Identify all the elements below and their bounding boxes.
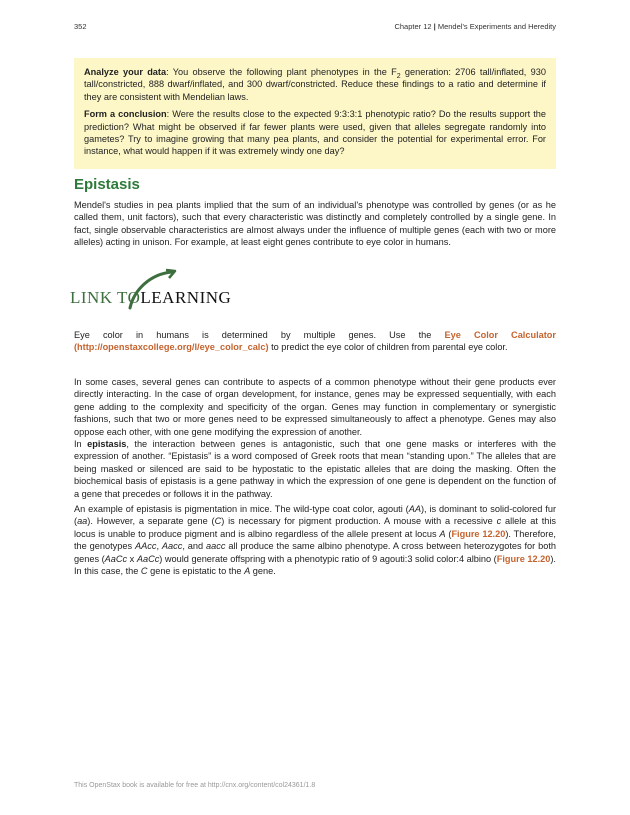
conclusion-paragraph: [84, 108, 546, 158]
analyze-text-cont: generation: 2706 tall/inflated, 930 tall/constricted, 888 dwarf/inflated, and 300 dwarf/constricted. Reduce these findings to a ratio and determine if they are consistent with Mendelian laws.: [84, 67, 546, 102]
section-heading: Epistasis: [74, 176, 140, 193]
separator: |: [433, 22, 436, 31]
gene-symbol: C: [140, 566, 148, 577]
eye-color-calculator-link[interactable]: Eye Color Calculator (http://openstaxcollege.org/l/eye_color_calc): [74, 330, 556, 353]
link-text-cont: to predict the eye color of children from parental eye color.: [268, 342, 508, 353]
exercise-box: [74, 58, 556, 169]
link-paragraph: [74, 329, 556, 354]
f2-subscript: 2: [396, 72, 401, 80]
some-cases-paragraph: In some cases, several genes can contribute to aspects of a common phenotype without their gene products ever directly interacting. In the case of organ development, for instance, genes may be expressed sequentially, with each gene adding to the complexity and specificity of the organ. Genes may function in complementary or synergistic fashions, such that two or more genes need to be expressed simultaneously to affect a phenotype. Genes may also oppose each other, with one gene modifying the expression of another.: [74, 377, 556, 437]
analyze-text: : You observe the following plant phenotypes in the F: [166, 67, 397, 77]
ex-text: , and: [182, 541, 207, 552]
genotype: AaCc: [136, 553, 160, 564]
ex-text: ). In this case, the: [74, 553, 556, 577]
ex-text: x: [127, 553, 137, 564]
ex-text: ). Therefore, the genotypes: [74, 528, 556, 552]
analyze-paragraph: [84, 66, 546, 103]
figure-link[interactable]: Figure 12.20: [451, 528, 506, 539]
intro-paragraph: Mendel's studies in pea plants implied that the sum of an individual's phenotype was controlled by genes (or as he called them, unit factors), such that every characteristic was distinctly and completely controlled by a single gene. In fact, single observable characteristics are almost always under the influence of multiple genes (each with two or more alleles) acting in unison. For example, at least eight genes contribute to eye color in humans.: [74, 200, 556, 248]
figure-link[interactable]: Figure 12.20: [496, 553, 551, 564]
gene-symbol: C: [214, 516, 222, 527]
logo-link-text: LINK TO: [70, 288, 141, 307]
page-footer: This OpenStax book is available for free at http://cnx.org/content/col24361/1.8: [74, 782, 316, 789]
genotype: AaCc: [104, 553, 128, 564]
ex-text: ) is necessary for pigment production. A mouse with a recessive: [221, 516, 497, 527]
link-to-learning-logo: [70, 266, 240, 314]
conclusion-text: : Were the results close to the expected 9:3:3:1 phenotypic ratio? Do the results support the prediction? What might be observed if far fewer plants were used, given that alleles segregate randomly into gametes? Try to imagine growing that many pea plants, and consider the potential for experimental error. For instance, what would happen if it was extremely windy one day?: [84, 109, 546, 157]
genotype: AA: [408, 504, 421, 514]
link-text: Eye color in humans is determined by multiple genes. Use the: [74, 330, 445, 340]
ex-text: ,: [156, 541, 162, 552]
ex-text: all produce the same albino phenotype. A cross between heterozygotes for both genes (: [74, 541, 556, 564]
ex-text: gene.: [250, 566, 276, 577]
epi-pre: In: [74, 439, 88, 449]
conclusion-label: Form a conclusion: [84, 109, 167, 120]
running-head: [394, 22, 556, 31]
ex-text: gene is epistatic to the: [147, 566, 245, 577]
ex-text: An example of epistasis is pigmentation in mice. The wild-type coat color, agouti (: [74, 504, 409, 514]
chapter-label: Chapter 12: [394, 22, 432, 31]
gene-symbol: A: [439, 528, 446, 539]
genotype: Aacc: [161, 541, 183, 552]
genotype: aa: [77, 516, 88, 527]
genotype: AAcc: [134, 541, 157, 552]
ex-text: ). However, a separate gene (: [87, 516, 215, 527]
allele-symbol: c: [496, 516, 502, 527]
ex-text: ) would generate offspring with a phenotypic ratio of 9 agouti:3 solid color:4 albino (: [159, 553, 497, 564]
ex-text: ), is dominant to solid-colored fur (: [74, 504, 557, 527]
gene-symbol: A: [244, 566, 251, 577]
ex-text: allele at this locus is unable to produce pigment and is albino regardless of the allele present at locus: [74, 516, 556, 539]
genotype: aacc: [206, 541, 226, 552]
epi-text: , the interaction between genes is antagonistic, such that one gene masks or interferes with the expression of another. “Epistasis” is a word composed of Greek roots that mean “standing upon.” The alleles that are being masked or silenced are said to be hypostatic to the epistatic alleles that are doing the masking. Often the biochemical basis of epistasis is a gene pathway in which the expression of one gene is dependent on the function of a gene that precedes or follows it in the pathway.: [74, 439, 556, 499]
logo-learning-text: LEARNING: [140, 288, 232, 307]
chapter-title: Mendel's Experiments and Heredity: [437, 22, 556, 31]
epistasis-term: epistasis: [87, 439, 127, 449]
analyze-label: Analyze your data: [84, 67, 167, 77]
example-paragraph: [74, 503, 556, 577]
page-number: 352: [74, 22, 87, 31]
ex-text: (: [445, 528, 452, 539]
epistasis-paragraph: [74, 438, 556, 500]
